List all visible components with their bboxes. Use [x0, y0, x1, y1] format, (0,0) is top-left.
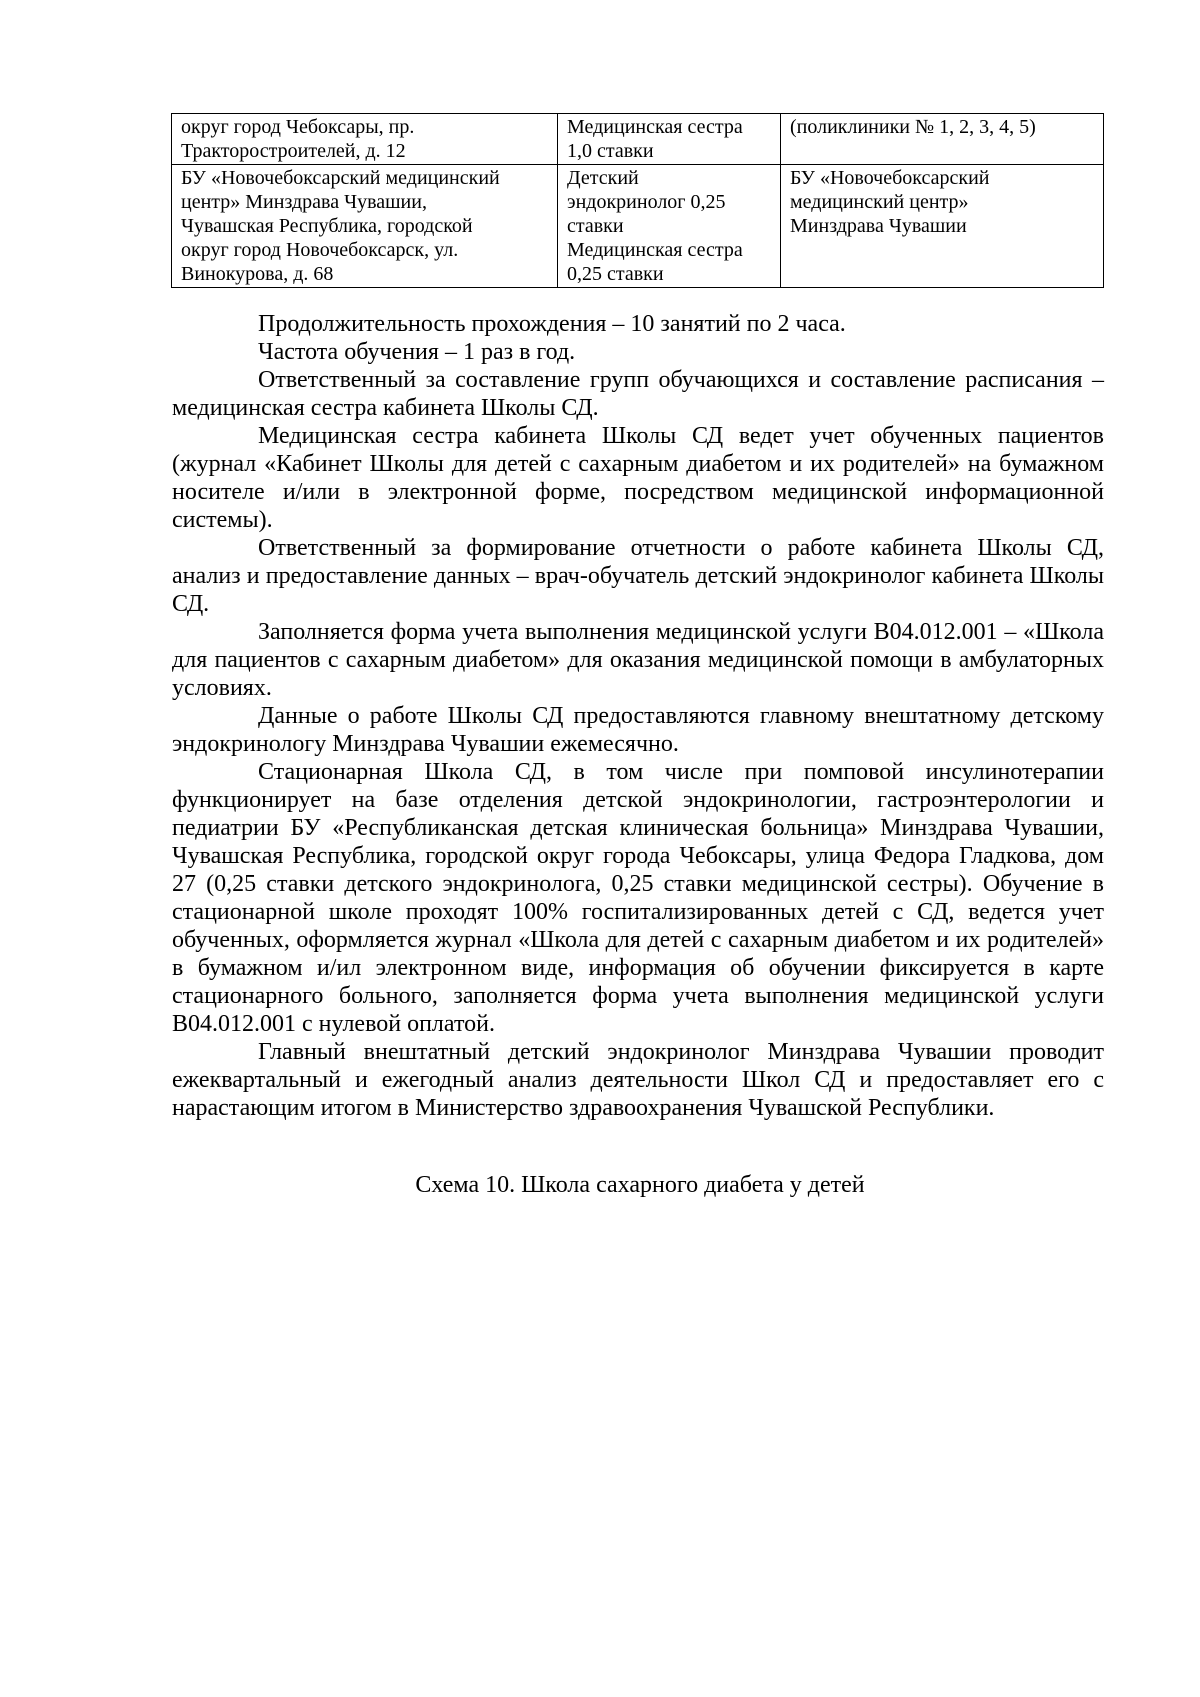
body-text [172, 310, 1104, 1122]
paragraph-nurse-records: Медицинская сестра кабинета Школы СД ведет учет обученных пациентов (журнал «Кабинет Школы для детей с сахарным диабетом и их родителей» на бумажном носителе и/или в электронной форме, посредством медицинской информационной системы). [172, 423, 1104, 533]
cell-line: округ город Новочебоксарск, ул. [181, 239, 459, 261]
cell-line: (поликлиники № 1, 2, 3, 4, 5) [790, 116, 1036, 138]
table-row [172, 114, 1104, 165]
paragraph-duration: Продолжительность прохождения – 10 занятий по 2 часа. [258, 311, 846, 337]
cell-line: 1,0 ставки [567, 140, 654, 162]
cell-line: Минздрава Чувашии [790, 215, 967, 237]
paragraph-responsible-groups: Ответственный за составление групп обучающихся и составление расписания – медицинская сестра кабинета Школы СД. [172, 367, 1104, 421]
cell-line: Детский [567, 167, 639, 189]
table-cell-attachment [781, 114, 1104, 165]
cell-line: медицинский центр» [790, 191, 969, 213]
table-cell-staff [558, 114, 781, 165]
cell-line: БУ «Новочебоксарский медицинский [181, 167, 500, 189]
cell-line: эндокринолог 0,25 [567, 191, 726, 213]
table-cell-institution [172, 114, 558, 165]
institutions-table [171, 113, 1104, 288]
cell-line: Медицинская сестра [567, 116, 743, 138]
cell-line: ставки [567, 215, 624, 237]
paragraph-annual-analysis: Главный внештатный детский эндокринолог Минздрава Чувашии проводит ежеквартальный и ежегодный анализ деятельности Школ СД и предоставляет его с нарастающим итогом в Министерство здравоохранения Чувашской Республики. [172, 1039, 1104, 1121]
cell-line: Винокурова, д. 68 [181, 263, 334, 285]
table-cell-attachment [781, 165, 1104, 288]
cell-line: округ город Чебоксары, пр. [181, 116, 415, 138]
paragraph-service-form: Заполняется форма учета выполнения медицинской услуги В04.012.001 – «Школа для пациентов с сахарным диабетом» для оказания медицинской помощи в амбулаторных условиях. [172, 619, 1104, 701]
cell-line: Чувашская Республика, городской [181, 215, 473, 237]
table-row [172, 165, 1104, 288]
table-cell-staff [558, 165, 781, 288]
paragraph-inpatient-school: Стационарная Школа СД, в том числе при помповой инсулинотерапии функционирует на базе отделения детской эндокринологии, гастроэнтерологии и педиатрии БУ «Республиканская детская клиническая больница» Минздрава Чувашии, Чувашская Республика, городской округ города Чебоксары, улица Федора Гладкова, дом 27 (0,25 ставки детского эндокринолога, 0,25 ставки медицинской сестры). Обучение в стационарной школе проходят 100% госпитализированных детей с СД, ведется учет обученных, оформляется журнал «Школа для детей с сахарным диабетом и их родителей» в бумажном и/ил электронном виде, информация об обучении фиксируется в карте стационарного больного, заполняется форма учета выполнения медицинской услуги В04.012.001 с нулевой оплатой. [172, 759, 1104, 1037]
cell-line: 0,25 ставки [567, 263, 664, 285]
paragraph-frequency: Частота обучения – 1 раз в год. [258, 339, 576, 365]
paragraph-reporting: Ответственный за формирование отчетности о работе кабинета Школы СД, анализ и предоставление данных – врач-обучатель детский эндокринолог кабинета Школы СД. [172, 535, 1104, 617]
cell-line: центр» Минздрава Чувашии, [181, 191, 427, 213]
table-cell-institution [172, 165, 558, 288]
scheme-caption: Схема 10. Школа сахарного диабета у детей [415, 1172, 865, 1198]
cell-line: Тракторостроителей, д. 12 [181, 140, 406, 162]
cell-line: Медицинская сестра [567, 239, 743, 261]
cell-line: БУ «Новочебоксарский [790, 167, 990, 189]
paragraph-monthly-data: Данные о работе Школы СД предоставляются главному внештатному детскому эндокринологу Минздрава Чувашии ежемесячно. [172, 703, 1104, 757]
